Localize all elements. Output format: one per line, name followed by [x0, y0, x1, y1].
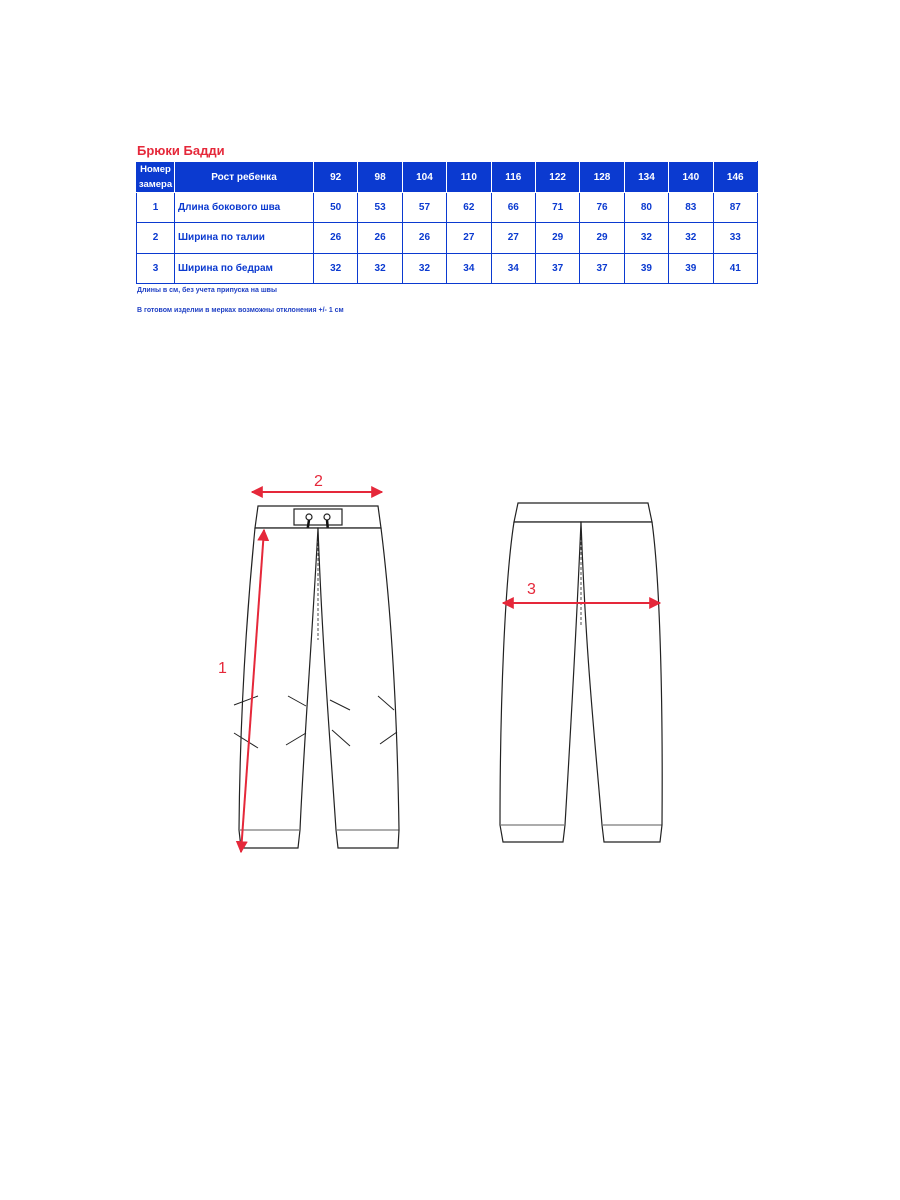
table-cell: 37 — [535, 253, 579, 283]
pants-front-view — [234, 506, 399, 848]
waistband-drawstring-panel — [294, 509, 342, 525]
table-cell: 53 — [358, 193, 402, 223]
row-number: 2 — [137, 223, 175, 253]
page-title: Брюки Бадди — [137, 143, 225, 158]
table-cell: 83 — [669, 193, 713, 223]
header-size: 116 — [491, 162, 535, 193]
table-cell: 39 — [624, 253, 668, 283]
row-number: 3 — [137, 253, 175, 283]
header-measure-number: Номер замера — [137, 162, 175, 193]
table-cell: 26 — [358, 223, 402, 253]
table-cell: 29 — [580, 223, 624, 253]
header-size: 104 — [402, 162, 446, 193]
table-cell: 34 — [491, 253, 535, 283]
label-measure-3: 3 — [527, 581, 536, 598]
table-cell: 27 — [447, 223, 491, 253]
note-tolerance: В готовом изделии в мерках возможны отклонения +/- 1 см — [137, 307, 344, 314]
back-waistband — [514, 503, 652, 522]
header-size: 134 — [624, 162, 668, 193]
table-cell: 33 — [713, 223, 757, 253]
table-cell: 66 — [491, 193, 535, 223]
table-cell: 34 — [447, 253, 491, 283]
header-size: 110 — [447, 162, 491, 193]
row-label: Ширина по талии — [175, 223, 314, 253]
label-measure-1: 1 — [218, 660, 227, 677]
table-cell: 62 — [447, 193, 491, 223]
table-cell: 26 — [402, 223, 446, 253]
header-size: 140 — [669, 162, 713, 193]
table-cell: 39 — [669, 253, 713, 283]
table-cell: 29 — [535, 223, 579, 253]
table-cell: 32 — [402, 253, 446, 283]
table-cell: 32 — [358, 253, 402, 283]
table-cell: 32 — [314, 253, 358, 283]
back-right-leg — [581, 522, 662, 842]
table-cell: 37 — [580, 253, 624, 283]
pants-back-view — [500, 503, 662, 842]
header-size: 98 — [358, 162, 402, 193]
table-cell: 50 — [314, 193, 358, 223]
table-cell: 71 — [535, 193, 579, 223]
row-label: Ширина по бедрам — [175, 253, 314, 283]
label-measure-2: 2 — [314, 473, 323, 490]
table-cell: 80 — [624, 193, 668, 223]
table-cell: 27 — [491, 223, 535, 253]
header-size: 92 — [314, 162, 358, 193]
table-cell: 26 — [314, 223, 358, 253]
header-size: 122 — [535, 162, 579, 193]
header-size: 128 — [580, 162, 624, 193]
header-height: Рост ребенка — [175, 162, 314, 193]
table-cell: 41 — [713, 253, 757, 283]
front-left-leg — [239, 528, 318, 848]
table-cell: 76 — [580, 193, 624, 223]
table-cell: 32 — [624, 223, 668, 253]
note-units: Длины в см, без учета припуска на швы — [137, 287, 277, 294]
back-left-leg — [500, 522, 581, 842]
row-label: Длина бокового шва — [175, 193, 314, 223]
row-number: 1 — [137, 193, 175, 223]
table-cell: 32 — [669, 223, 713, 253]
front-right-leg — [318, 528, 399, 848]
table-cell: 57 — [402, 193, 446, 223]
table-cell: 87 — [713, 193, 757, 223]
header-size: 146 — [713, 162, 757, 193]
